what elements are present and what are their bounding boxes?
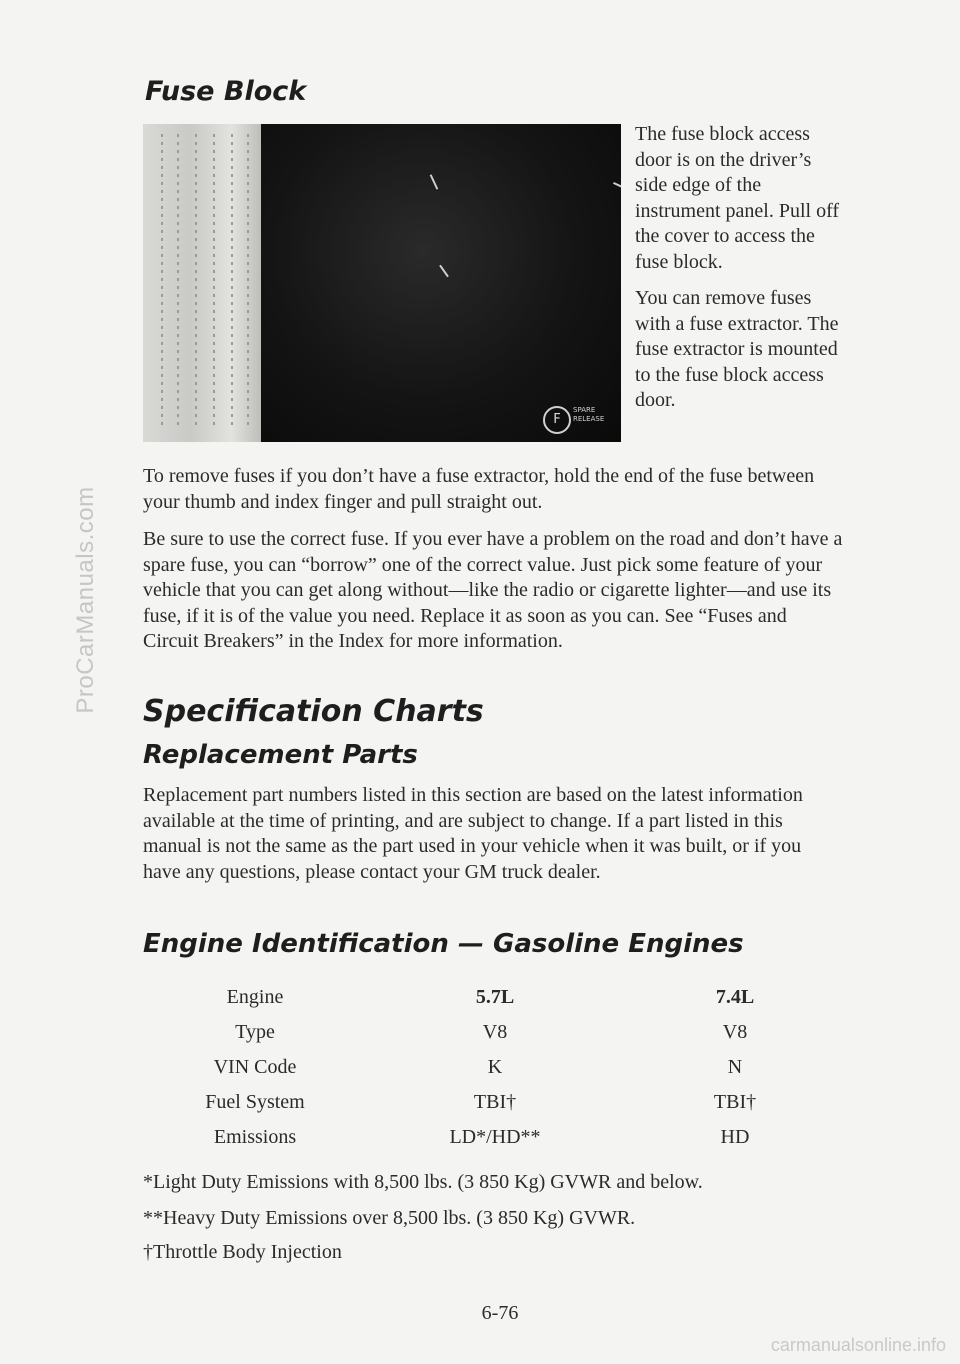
fuse-block-heading: Fuse Block [145,76,307,107]
engine-74-cell: TBI† [713,1091,757,1113]
engine-57-cell: 5.7L [475,986,515,1008]
row-label: VIN Code [213,1056,297,1078]
engine-74-cell: 7.4L [715,986,755,1008]
remove-fuses-paragraph: To remove fuses if you don’t have a fuse extractor, hold the end of the fuse between your thumb and index finger and pull straight out. [143,465,815,513]
fuse-release-icon: F [543,406,571,434]
row-label: Type [235,1021,275,1043]
footer-watermark: carmanualsonline.info [770,1335,946,1355]
throttle-body-footnote: †Throttle Body Injection [143,1241,342,1263]
engine-57-cell: V8 [482,1021,508,1043]
engine-74-cell: HD [720,1126,750,1148]
row-label: Emissions [213,1126,297,1148]
photo-dark-panel [261,124,621,442]
replacement-parts-paragraph: Replacement part numbers listed in this section are based on the latest information available at the time of printing, and are subject to change. If a part listed in this manual is not the same as the part used in your vehicle when it was built, or if you have any questions, please contact your GM truck dealer. [143,784,803,883]
table-row [180,1085,810,1120]
table-row [180,1120,810,1155]
engine-identification-heading: Engine Identification — Gasoline Engines [143,929,744,959]
fuse-block-photo [143,124,621,442]
table-row [180,1015,810,1050]
row-label: Engine [226,986,284,1008]
engine-57-cell: LD*/HD** [449,1126,541,1148]
spec-charts-heading: Specification Charts [143,694,484,729]
photo-light-panel [143,124,261,442]
replacement-parts-heading: Replacement Parts [143,740,418,770]
spare-release-label: SPARE RELEASE [573,406,605,423]
engine-57-cell: TBI† [473,1091,517,1113]
fuse-extractor-paragraph: You can remove fuses with a fuse extractor. The fuse extractor is mounted to the fuse block access door. [635,287,839,411]
engine-identification-table [180,980,810,1155]
table-row [180,1050,810,1085]
engine-57-cell: K [487,1056,503,1078]
fuse-access-paragraph: The fuse block access door is on the driver’s side edge of the instrument panel. Pull off the cover to access the fuse block. [635,123,840,273]
row-label: Fuel System [205,1091,305,1113]
engine-74-cell: V8 [722,1021,748,1043]
heavy-duty-footnote: **Heavy Duty Emissions over 8,500 lbs. (3 850 Kg) GVWR. [143,1207,636,1229]
side-watermark: ProCarManuals.com [72,486,99,714]
table-row [180,980,810,1015]
page-number: 6-76 [481,1302,519,1324]
light-duty-footnote: *Light Duty Emissions with 8,500 lbs. (3 850 Kg) GVWR and below. [143,1171,703,1193]
correct-fuse-paragraph: Be sure to use the correct fuse. If you ever have a problem on the road and don’t have a spare fuse, you can “borrow” one of the correct value. Just pick some feature of your vehicle that you can get along without—like the radio or cigarette lighter—and use its fuse, if it is of the value you need. Replace it as soon as you can. See “Fuses and Circuit Breakers” in the Index for more information. [143,528,843,652]
engine-74-cell: N [727,1056,743,1078]
